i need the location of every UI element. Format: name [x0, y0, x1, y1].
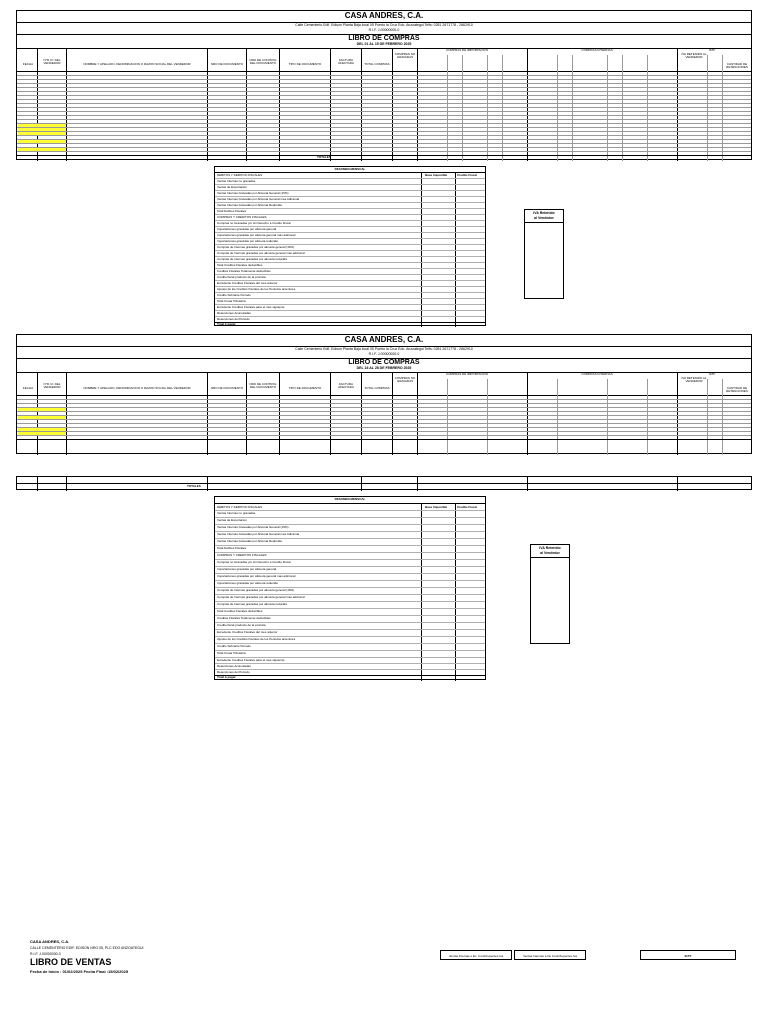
sheet-2-totals-strip [16, 476, 752, 490]
group-header-istf: ISTF [708, 49, 716, 52]
col-nro-control: NRO DE CONTROL DEL DOCUMENTO [249, 59, 277, 66]
summary-row: DEBITOS Y DEBITOS FISCALES [217, 173, 263, 177]
summary-row: Importaciones gravadas por alicuota reducida [217, 581, 278, 585]
monthly-summary-2 [214, 496, 486, 680]
summary-title: RESUMEN MENSUAL [334, 497, 366, 501]
company-address: Calle Cementerio Edif. Edison Planta Baja local 05 Puerto la Cruz Edo. Anzoategui Telfs: 0281 2671778 - 2662910 [295, 23, 473, 27]
summary-row: Ventas de Exportacion [217, 184, 248, 189]
summary-row: Creditos Fiscales Totalmente deducibles [217, 268, 271, 273]
sales-book-title: LIBRO DE VENTAS [30, 957, 112, 967]
summary-row: Total Debitos Fiscales [217, 208, 247, 213]
footer-rif: R.I.F. J-00000000-0 [30, 952, 61, 956]
col-total-compras: TOTAL COMPRAS [364, 387, 390, 390]
purchase-book-sheet-2 [16, 334, 752, 454]
book-period: DEL 16 AL 28 DE FEBRERO 2025 [356, 366, 412, 370]
ventas-contribuyentes-box: Ventas Internas o Ex. Contribuyentes Iva [440, 950, 512, 960]
summary-row: Importaciones gravadas por alicuota general mas adicional [217, 232, 296, 237]
summary-row: Compras no Gravadas y/o sin Derecho a Credito Fiscal [217, 560, 291, 564]
summary-col-base: Base Imponible [425, 173, 448, 177]
summary-row: Importaciones gravadas por alicuota reducida [217, 238, 278, 243]
group-header-internas: COMPRAS INTERNAS [581, 373, 613, 376]
col-nro-documento: NRO DE DOCUMENTO [210, 63, 244, 66]
summary-row: Compras de Internas gravadas por alicuota general mas adicional [217, 250, 305, 255]
summary-col-base: Base Imponible [425, 505, 448, 509]
summary-row: Ventas Internas Gravadas por Alicuota General mas Adicional [217, 196, 300, 201]
col-tipo-documento: TIPO DE DOCUMENTO [288, 387, 322, 390]
summary-row: Ventas Internas no gravadas [217, 511, 256, 515]
group-header-istf: ISTF [708, 373, 716, 376]
summary-row: Compras de Internas gravadas por alicuota general (16%) [217, 244, 295, 249]
summary-row: Ventas Internas Gravadas por Alicuota Reducida [217, 539, 282, 543]
col-fecha: FECHA [22, 63, 34, 66]
col-no-gravadas: COMPRAS NO GRAVADAS [394, 53, 416, 60]
summary-row: Compras de Internas gravadas por alicuota general (16%) [217, 588, 295, 592]
col-nombre: NOMBRE Y APELLIDO, DENOMINACION O RAZON SOCIAL DEL VENDEDOR [83, 387, 191, 390]
summary-row: Compras de Internas gravadas por alicuota reducida [217, 256, 287, 261]
summary-row: Ajustes de los Creditos Fiscales de los Periodos anteriores [217, 637, 296, 641]
ventas-no-contribuyentes-box: Ventas Internas a No Contribuyentes Iva [514, 950, 586, 960]
col-rif: N°R.I.F. DEL VENDEDOR [43, 59, 61, 66]
summary-total-a-pagar: Total A pagar [217, 322, 236, 326]
summary-row: Creditos Fiscales Totalmente deducibles [217, 616, 271, 620]
col-nro-control: NRO DE CONTROL DEL DOCUMENTO [249, 383, 277, 390]
iva-retenido-box-1 [524, 209, 564, 299]
summary-row: Credito fiscal producto de la prorrata [217, 274, 266, 279]
book-title: LIBRO DE COMPRAS [348, 35, 420, 42]
summary-title: RESUMEN MENSUAL [334, 167, 366, 171]
col-factura-afectada: FACTURA AFECTADA [338, 59, 354, 66]
side-box-line1: IVA Retenido [539, 546, 561, 550]
summary-row: Excedente Creditos Fiscales del mes anterior [217, 280, 278, 285]
group-header-importacion: COMPRAS DE IMPORTACION [446, 373, 488, 376]
col-iva-retenido: IVA RETENIDO AL VENDEDOR [681, 377, 707, 384]
side-box-line1: IVA Retenido [533, 211, 555, 215]
group-header-internas: COMPRAS INTERNAS [581, 49, 613, 52]
col-tipo-documento: TIPO DE DOCUMENTO [288, 63, 322, 66]
summary-row: DEBITOS Y DEBITOS FISCALES [217, 505, 263, 509]
summary-row: Excedente Creditos Fiscales para el mes siguiente [217, 304, 285, 309]
summary-total-a-pagar: Total A pagar [217, 675, 236, 679]
summary-row: Excedente Creditos Fiscales del mes anterior [217, 630, 278, 634]
summary-row: Retenciones Acumuladas [217, 664, 251, 668]
summary-row: Compras de Internas gravadas por alicuota general mas adicional [217, 595, 305, 599]
summary-row: Importaciones gravadas por alicuota general mas adicional [217, 574, 296, 578]
summary-row: Retenciones Acumuladas [217, 310, 251, 315]
group-header-importacion: COMPRAS DE IMPORTACION [446, 49, 488, 52]
summary-row: Excedente Creditos Fiscales para el mes siguiente [217, 658, 285, 662]
summary-row: Credito fiscal producto de la prorrata [217, 623, 266, 627]
monthly-summary-1 [214, 166, 486, 326]
igtf-box: IGTF [640, 950, 736, 960]
col-rif: N°R.I.F. DEL VENDEDOR [43, 383, 61, 390]
summary-row: Retenciones del Periodo [217, 669, 250, 674]
company-name: CASA ANDRES, C.A. [344, 335, 424, 344]
col-nro-documento: NRO DE DOCUMENTO [210, 387, 244, 390]
iva-retenido-box-2 [530, 544, 570, 644]
summary-col-credito: Credito Fiscal [457, 505, 477, 509]
summary-row: Total Cuota Tributaria [217, 651, 246, 655]
company-address: Calle Cementerio Edif. Edison Planta Baja local 05 Puerto la Cruz Edo. Anzoategui Telfs: 0281 2671778 - 2662910 [295, 347, 473, 351]
side-box-line2: al Vendedor [540, 551, 560, 555]
summary-row: Credito Sobrante Periodo [217, 644, 251, 648]
col-total-compras: TOTAL COMPRAS [364, 63, 390, 66]
summary-row: Total Creditos Fiscales deducibles [217, 262, 263, 267]
book-period: DEL 01 AL 15 DE FEBRERO 2025 [356, 42, 412, 46]
summary-row: Importaciones gravadas por alicuota general [217, 567, 277, 571]
summary-row: COMPRAS Y CREDITOS FISCALES [217, 553, 267, 557]
summary-row: Ventas Internas Gravadas por Alicuota General (16%) [217, 525, 289, 529]
summary-row: Ventas de Exportacion [217, 518, 248, 522]
sales-book-period: Fecha de Inicio : 01/02/2025 Fecha Final :15/02/2025 [30, 969, 129, 974]
purchase-book-sheet-1 [16, 10, 752, 160]
summary-col-credito: Credito Fiscal [457, 173, 477, 177]
col-fecha: FECHA [22, 387, 34, 390]
summary-row: COMPRAS Y CREDITOS FISCALES [217, 214, 267, 219]
side-box-line2: al Vendedor [534, 216, 554, 220]
col-cantidad-retenciones: CANTIDAD DE RETENCIONES [726, 63, 748, 70]
col-cantidad-retenciones: CANTIDAD DE RETENCIONES [726, 387, 748, 394]
totals-label: TOTALES [187, 484, 201, 488]
summary-row: Total Creditos Fiscales deducibles [217, 609, 263, 613]
summary-row: Retenciones del Periodo [217, 316, 250, 321]
col-iva-retenido: IVA RETENIDO AL VENDEDOR [681, 53, 707, 60]
company-rif: R.I.F. J-00000000-0 [368, 352, 400, 356]
col-nombre: NOMBRE Y APELLIDO, DENOMINACION O RAZON SOCIAL DEL VENDEDOR [83, 63, 191, 66]
summary-row: Ventas Internas Gravadas por Alicuota General (16%) [217, 190, 289, 195]
summary-row: Ventas Internas no gravadas [217, 178, 256, 183]
summary-row: Importaciones gravadas por alicuota general [217, 226, 277, 231]
totals-label: TOTALES [317, 155, 331, 159]
footer-address: CALLE CEMENTERIO EDIF. EDISON NRO 05, PLC EDO ANZOATEGUI [30, 946, 144, 950]
book-title: LIBRO DE COMPRAS [348, 359, 420, 366]
summary-row: Total Debitos Fiscales [217, 546, 247, 550]
company-name: CASA ANDRES, C.A. [344, 11, 424, 20]
summary-row: Compras no Gravadas y/o sin Derecho a Credito Fiscal [217, 220, 291, 225]
summary-row: Ventas Internas Gravadas por Alicuota Reducida [217, 202, 282, 207]
summary-row: Ventas Internas Gravadas por Alicuota General mas Adicional [217, 532, 300, 536]
summary-row: Credito Sobrante Periodo [217, 292, 251, 297]
col-no-gravadas: COMPRAS NO GRAVADAS [394, 377, 416, 384]
footer-company: CASA ANDRES, C.A. [30, 939, 70, 944]
col-factura-afectada: FACTURA AFECTADA [338, 383, 354, 390]
company-rif: R.I.F. J-00000000-0 [368, 28, 400, 32]
summary-row: Total Cuota Tributaria [217, 298, 246, 303]
summary-row: Ajustes de los Creditos Fiscales de los Periodos anteriores [217, 286, 296, 291]
summary-row: Compras de Internas gravadas por alicuota reducida [217, 602, 287, 606]
